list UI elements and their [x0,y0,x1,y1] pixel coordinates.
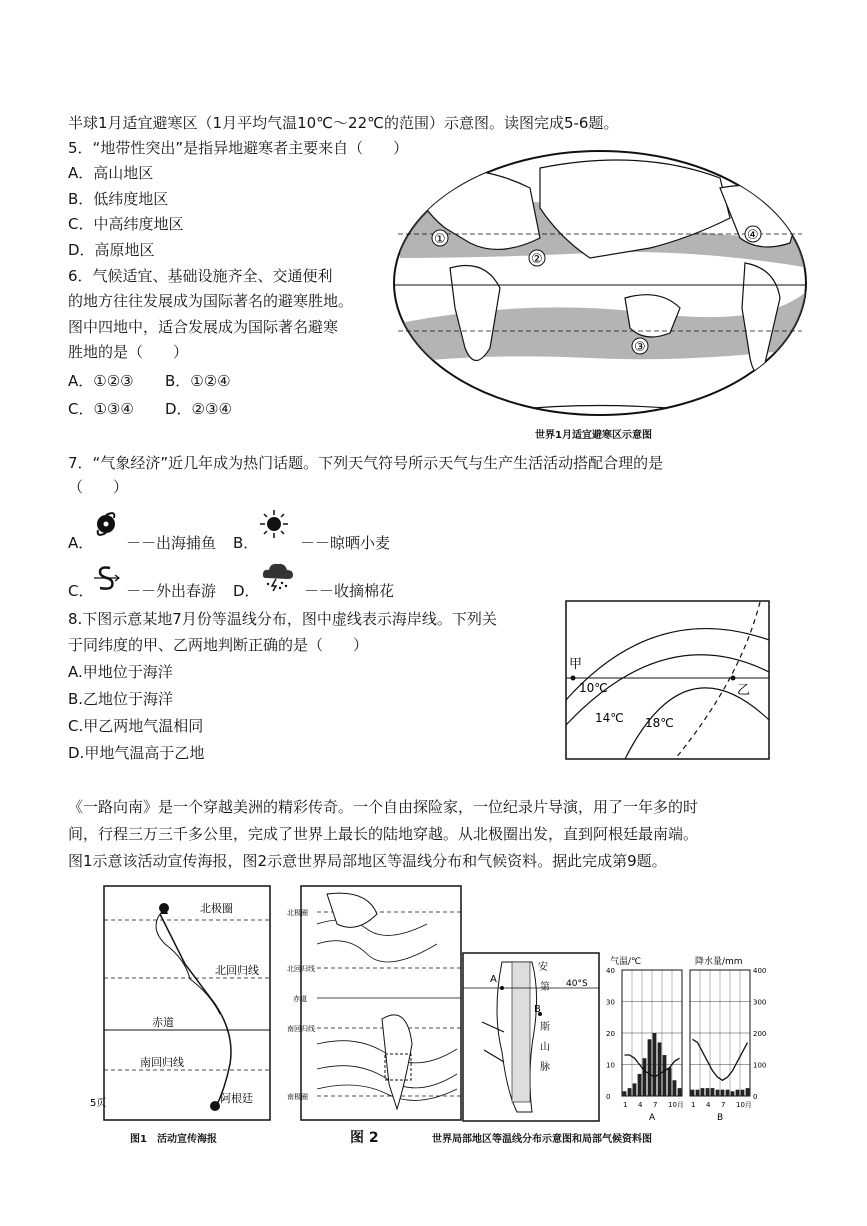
poster-caption: 图1 活动宣传海报 [130,1134,217,1145]
temp-tick-label: 30 [606,998,615,1007]
chart-b-month-label: 10月 [736,1101,752,1109]
q6-stem-line-2: 的地方往往发展成为国际著名的避寒胜地。 [68,292,354,310]
chart-b-precip-bar [711,1088,715,1096]
place-b-label: 乙 [737,683,751,698]
q5-option-d: D．高原地区 [68,241,155,259]
precip-axis-title: 降水量/mm [695,957,743,967]
chart-a-precip-bar [633,1083,637,1096]
chart-b-month-label: 7 [721,1101,726,1109]
chart-b-month-label: 1 [691,1101,696,1109]
inset-lat-label: 40°S [566,979,588,989]
q7-option-a-text: －－出海捕鱼 [126,534,217,552]
chart-a-month-label: 7 [653,1101,658,1109]
chart-b-station-label: B [717,1113,724,1123]
q7-option-c-text: －－外出春游 [126,582,217,600]
chart-b-precip-bar [696,1090,700,1096]
q7-option-c-letter: C． [68,582,94,600]
climate-charts-figure [600,954,780,1124]
q7-option-d-text: －－收摘棉花 [304,582,395,600]
q5-option-a: A．高山地区 [68,164,154,182]
temp-tick-label: 0 [606,1093,611,1101]
precip-tick-label: 200 [753,1030,767,1038]
world-map-figure [390,148,810,444]
chart-b-precip-bar [716,1090,720,1096]
q8-option-b: B.乙地位于海洋 [68,690,174,708]
chart-a-precip-bar [638,1074,642,1096]
temp-tick-label: 10 [606,1061,615,1070]
isomap-lat-label-3: 赤道 [293,995,307,1003]
isotherm-18-label: 18℃ [645,716,674,730]
chart-a-precip-bar [673,1080,677,1096]
chart-b-precip-bar [691,1090,695,1096]
isomap-lat-label-4: 南回归线 [287,1025,315,1033]
fig2-caption: 世界局部地区等温线分布示意图和局部气候资料图 [432,1134,652,1145]
chart-a-precip-bar [628,1088,632,1096]
chart-b-precip-bar [746,1088,750,1096]
chart-b-precip-bar [731,1091,735,1096]
q5-option-b: B．低纬度地区 [68,190,169,208]
world-map-caption: 世界1月适宜避寒区示意图 [535,430,652,441]
chart-b-precip-bar [721,1090,725,1096]
poster-equator-label: 赤道 [152,1016,174,1029]
chart-a-precip-bar [653,1033,657,1096]
q6-option-d: D．②③④ [165,400,232,418]
inset-mountain-char-3: 斯 [540,1022,550,1033]
passage-line-3: 图1示意该活动宣传海报，图2示意世界局部地区等温线分布和气候资料。据此完成第9题。 [68,852,667,870]
map-marker-2: ② [531,252,543,267]
inset-mountain-char-1: 安 [538,962,548,973]
world-map [390,148,810,444]
q7-stem: 7．“气象经济”近几年成为热门话题。下列天气符号所示天气与生产生活活动搭配合理的是 [68,454,664,472]
chart-b-precip-bar [701,1088,705,1096]
map-marker-1: ① [434,232,446,247]
chart-a-precip-bar [658,1042,662,1096]
thunderstorm-icon [260,560,296,596]
q5-stem: 5．“地带性突出”是指异地避寒者主要来自（ ） [68,139,409,157]
q5-option-c: C．中高纬度地区 [68,215,184,233]
isotherm-map-figure [287,884,462,1124]
poster-page-label: 5页 [90,1098,107,1109]
poster-tropic-n-label: 北回归线 [215,964,259,977]
fig2-caption-big: 图 2 [350,1130,379,1146]
q7-options-row-2 [68,560,488,604]
chart-a-month-label: 10月 [668,1101,684,1109]
temp-tick-label: 40 [606,967,615,975]
chart-a-precip-bar [643,1058,647,1096]
place-a-label: 甲 [569,657,583,672]
chart-b-precip-bar [726,1090,730,1096]
q8-stem-line-1: 8.下图示意某地7月份等温线分布，图中虚线表示海岸线。下列关 [68,610,497,628]
q8-option-d: D.甲地气温高于乙地 [68,744,205,762]
isomap-lat-label-1: 北极圈 [287,909,308,917]
chart-b-precip-bar [736,1090,740,1096]
passage-line-2: 间，行程三万三千多公里，完成了世界上最长的陆地穿越。从北极圈出发，直到阿根廷最南端。 [68,825,699,843]
chart-a-station-label: A [649,1113,656,1123]
inset-label-a: A [490,974,497,985]
q7-option-a-letter: A． [68,534,94,552]
typhoon-icon [92,508,120,544]
passage-line-1: 《一路向南》是一个穿越美洲的精彩传奇。一个自由探险家，一位纪录片导演，用了一年多的时 [68,798,699,816]
temp-tick-label: 20 [606,1030,615,1038]
chart-a-precip-bar [663,1055,667,1096]
q6-stem-line-3: 图中四地中，适合发展成为国际著名避寒 [68,318,339,336]
temp-axis-title: 气温/℃ [610,957,642,967]
precip-tick-label: 100 [753,1061,767,1070]
isomap-lat-label-5: 南极圈 [287,1093,308,1101]
q6-stem-line-1: 6．气候适宜、基础设施齐全、交通便利 [68,267,333,285]
climate-charts-svg [600,954,780,1124]
chart-b-month-label: 4 [706,1101,711,1109]
q8-option-a: A.甲地位于海洋 [68,663,173,681]
inset-mountain-char-2: 第 [540,982,550,993]
q7-option-b-letter: B． [233,534,259,552]
q6-option-a: A．①②③ [68,372,134,390]
chart-a-precip-bar [678,1088,682,1096]
chart-a-precip-bar [623,1091,627,1096]
q6-option-b: B．①②④ [165,372,231,390]
precip-tick-label: 300 [753,998,767,1007]
q8-stem-line-2: 于同纬度的甲、乙两地判断正确的是（ ） [68,636,369,654]
sandstorm-icon [90,562,122,598]
intro-text: 半球1月适宜避寒区（1月平均气温10℃～22℃的范围）示意图。读图完成5-6题。 [68,114,619,132]
inset-mountain-char-5: 脉 [540,1062,550,1073]
chart-a-precip-bar [668,1068,672,1096]
q8-option-c: C.甲乙两地气温相同 [68,717,204,735]
chart-a-month-label: 4 [638,1101,643,1109]
q7-options-row-1 [68,508,488,552]
precip-tick-label: 400 [753,967,767,975]
chart-a-precip-bar [648,1039,652,1096]
isotherm-10-label: 10℃ [579,681,608,695]
chart-a-month-label: 1 [623,1101,628,1109]
map-marker-4: ④ [747,228,759,243]
chart-b-precip-bar [706,1088,710,1096]
q7-option-b-text: －－晾晒小麦 [300,534,391,552]
map-marker-3: ③ [634,340,646,355]
inset-map-figure [462,952,600,1122]
poster-argentina-label: 阿根廷 [220,1092,253,1105]
q7-option-d-letter: D． [233,582,260,600]
precip-tick-label: 0 [753,1093,758,1101]
inset-mountain-char-4: 山 [540,1042,550,1053]
sun-icon [258,508,290,544]
q7-blank: （ ） [68,478,129,496]
isotherm-figure [565,600,770,760]
isomap-lat-label-2: 北回归线 [287,965,315,973]
chart-b-precip-bar [741,1090,745,1096]
poster-figure [90,884,272,1124]
poster-arctic-label: 北极圈 [200,902,233,915]
poster-tropic-s-label: 南回归线 [140,1056,184,1069]
isotherm-14-label: 14℃ [595,711,624,725]
q6-option-c: C．①③④ [68,400,134,418]
q6-stem-line-4: 胜地的是（ ） [68,343,189,361]
inset-label-b: B [534,1004,541,1015]
